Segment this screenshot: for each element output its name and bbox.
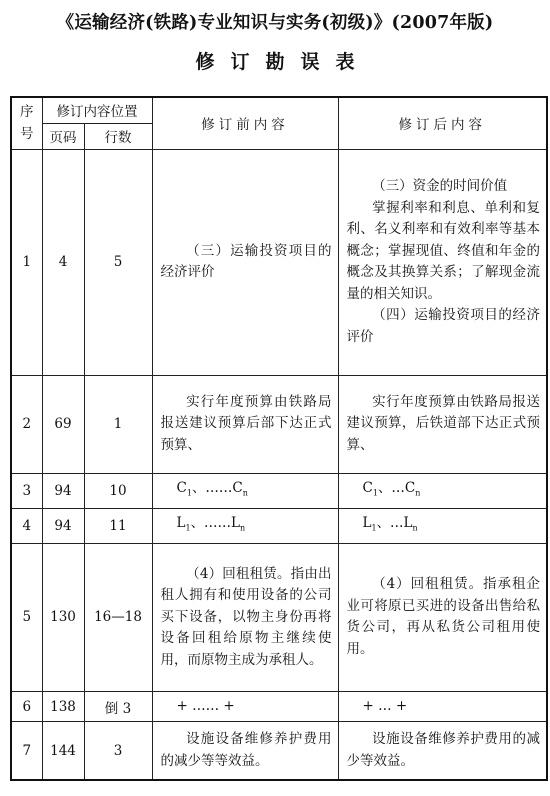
row-after — [338, 149, 547, 375]
row-page: 130 — [42, 543, 84, 691]
formula-mid: 、…L — [376, 514, 413, 531]
formula-sub: n — [412, 523, 418, 533]
row-after-text: 实行年度预算由铁路局报送建议预算，后铁道部下达正式预算、 — [346, 393, 540, 453]
formula-mid: 、…C — [377, 479, 416, 496]
formula-sub: 1 — [371, 523, 377, 533]
row-seq: 6 — [11, 691, 42, 722]
row-after-text: （4）回租租赁。指承租企业可将原已买进的设备出售给私货公司，再从私货公司租用使用。 — [346, 576, 540, 657]
row-page: 4 — [42, 149, 84, 375]
row-seq: 2 — [11, 375, 42, 473]
header-before: 修订前内容 — [152, 97, 338, 149]
row-line: 3 — [84, 722, 152, 780]
row-after — [338, 473, 547, 508]
row-after-heading-2: （四）运输投资项目的经济评价 — [346, 307, 540, 345]
table-row — [11, 722, 547, 780]
header-after: 修订后内容 — [338, 97, 547, 149]
row-line: 10 — [84, 473, 152, 508]
formula-sub: 1 — [372, 488, 378, 498]
row-after — [338, 508, 547, 543]
row-before — [152, 149, 338, 375]
table-row — [11, 375, 547, 473]
row-seq: 7 — [11, 722, 42, 780]
formula-c: C — [176, 479, 187, 496]
header-page: 页码 — [42, 123, 84, 149]
row-line: 1 — [84, 375, 152, 473]
table-row — [11, 473, 547, 508]
document-title: 《运输经济(铁路)专业知识与实务(初级)》(2007年版) — [56, 13, 494, 33]
row-line: 5 — [84, 149, 152, 375]
row-before-text: 设施设备维修养护费用的减少等等效益。 — [160, 731, 332, 769]
row-before — [152, 722, 338, 780]
row-line: 11 — [84, 508, 152, 543]
row-before: + …… + — [152, 691, 338, 722]
row-seq: 3 — [11, 473, 42, 508]
header-row — [11, 97, 547, 123]
row-before-text: （三）运输投资项目的经济评价 — [160, 242, 332, 280]
formula-mid: 、……C — [191, 479, 243, 496]
row-page: 138 — [42, 691, 84, 722]
row-line: 倒 3 — [84, 691, 152, 722]
row-seq: 4 — [11, 508, 42, 543]
formula-c: C — [362, 479, 373, 496]
row-after-body: 掌握利率和利息、单利和复利、名义利率和有效利率等基本概念；掌握现值、终值和年金的概念及其换算关系；了解现金流量的相关知识。 — [346, 199, 540, 302]
row-after — [338, 722, 547, 780]
formula-mid: 、……L — [190, 514, 241, 531]
row-after — [338, 375, 547, 473]
row-page: 144 — [42, 722, 84, 780]
table-row — [11, 691, 547, 722]
formula-sub: 1 — [185, 523, 191, 533]
errata-table — [10, 96, 548, 781]
formula-l: L — [362, 514, 372, 531]
row-seq: 5 — [11, 543, 42, 691]
table-row — [11, 149, 547, 375]
header-seq-label: 序号 — [20, 104, 34, 143]
header-location: 修订内容位置 — [42, 97, 152, 123]
formula-sub: n — [415, 488, 421, 498]
formula-sub: n — [242, 488, 248, 498]
row-after — [338, 543, 547, 691]
formula-sub: 1 — [186, 488, 192, 498]
row-after-heading: （三）资金的时间价值 — [372, 178, 508, 194]
row-before — [152, 473, 338, 508]
document-subtitle: 修订勘误表 — [195, 51, 371, 73]
formula-l: L — [176, 514, 186, 531]
row-page: 94 — [42, 508, 84, 543]
row-after: + … + — [338, 691, 547, 722]
header-seq — [11, 97, 42, 149]
header-line: 行数 — [84, 123, 152, 149]
table-row — [11, 508, 547, 543]
row-seq: 1 — [11, 149, 42, 375]
row-page: 94 — [42, 473, 84, 508]
row-line: 16—18 — [84, 543, 152, 691]
row-before — [152, 543, 338, 691]
row-before — [152, 508, 338, 543]
row-after-text: 设施设备维修养护费用的减少等效益。 — [346, 731, 540, 769]
row-before-text: （4）回租租赁。指由出租人拥有和使用设备的公司买下设备，以物主身份再将设备回租给原物主继续使用，而原物主成为承租人。 — [160, 565, 332, 668]
table-row — [11, 543, 547, 691]
formula-sub: n — [240, 523, 246, 533]
row-page: 69 — [42, 375, 84, 473]
row-before — [152, 375, 338, 473]
row-before-text: 实行年度预算由铁路局报送建议预算后部下达正式预算、 — [160, 393, 332, 453]
